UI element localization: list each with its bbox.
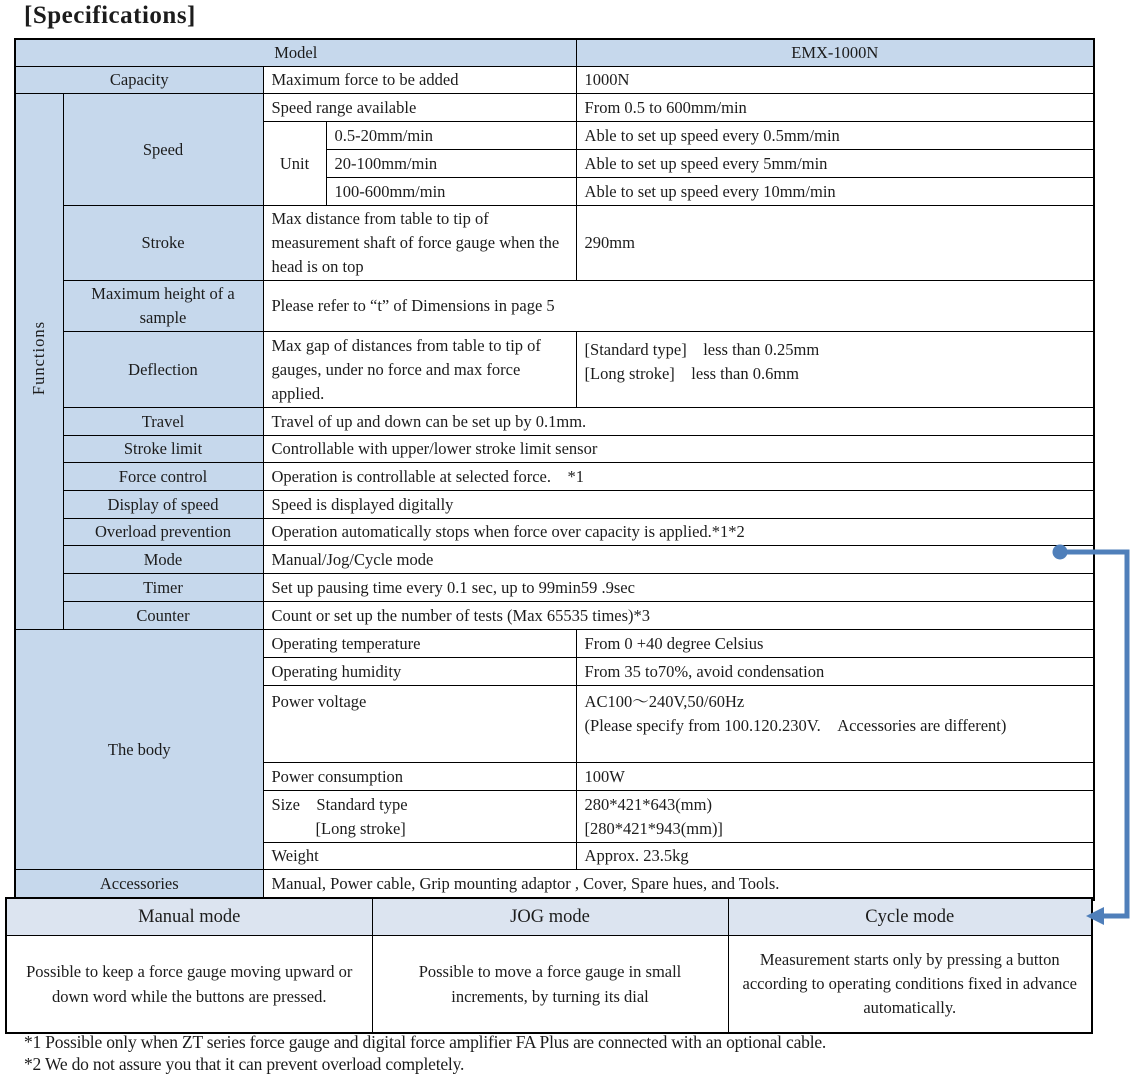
size-desc xyxy=(263,791,576,843)
footnote-2: *2 We do not assure you that it can prevent overload completely. xyxy=(24,1053,465,1074)
stroke-desc: Max distance from table to tip of measurement shaft of force gauge when the head is on top xyxy=(263,206,576,281)
capacity-desc: Maximum force to be added xyxy=(263,67,576,94)
deflection-label: Deflection xyxy=(63,332,263,408)
row-accessories xyxy=(15,870,1094,900)
size-value-line1: 280*421*643(mm) xyxy=(584,794,712,814)
footnotes xyxy=(24,1032,826,1075)
row-capacity xyxy=(15,67,1094,94)
stroke-limit-label: Stroke limit xyxy=(63,436,263,463)
speed-unit-3-range: 100-600mm/min xyxy=(326,178,576,206)
speed-range-label: Speed range available xyxy=(263,94,576,122)
overload-prevention-value: Operation automatically stops when force over capacity is applied.*1*2 xyxy=(263,519,1094,546)
size-desc-line2: [Long stroke] xyxy=(315,818,406,838)
display-of-speed-value: Speed is displayed digitally xyxy=(263,491,1094,519)
stroke-value: 290mm xyxy=(576,206,1094,281)
display-of-speed-label: Display of speed xyxy=(63,491,263,519)
stroke-label: Stroke xyxy=(63,206,263,281)
counter-value: Count or set up the number of tests (Max 65535 times)*3 xyxy=(263,602,1094,630)
row-timer xyxy=(15,574,1094,602)
jog-mode-header: JOG mode xyxy=(372,898,728,935)
overload-prevention-label: Overload prevention xyxy=(63,519,263,546)
spec-table xyxy=(14,38,1095,901)
speed-range-value: From 0.5 to 600mm/min xyxy=(576,94,1094,122)
row-speed-range xyxy=(15,94,1094,122)
row-overload-prevention xyxy=(15,519,1094,546)
power-voltage-value-line1: AC100～240V,50/60Hz xyxy=(584,692,745,711)
row-travel xyxy=(15,408,1094,436)
footnote-1: *1 Possible only when ZT series force gauge and digital force amplifier FA Plus are connected with an optional cable. xyxy=(24,1032,827,1052)
power-voltage-desc: Power voltage xyxy=(263,686,576,763)
deflection-value xyxy=(576,332,1094,408)
accessories-label: Accessories xyxy=(15,870,263,900)
row-stroke xyxy=(15,206,1094,281)
jog-mode-desc: Possible to move a force gauge in small increments, by turning its dial xyxy=(372,935,728,1033)
capacity-value: 1000N xyxy=(576,67,1094,94)
max-height-value: Please refer to “t” of Dimensions in page 5 xyxy=(263,281,1094,332)
row-operating-temperature xyxy=(15,630,1094,658)
accessories-value: Manual, Power cable, Grip mounting adaptor , Cover, Spare hues, and Tools. xyxy=(263,870,1094,900)
modes-body-row xyxy=(6,935,1092,1033)
cycle-mode-header: Cycle mode xyxy=(728,898,1092,935)
weight-value: Approx. 23.5kg xyxy=(576,843,1094,870)
size-desc-line1: Size Standard type xyxy=(271,794,408,814)
model-value: EMX-1000N xyxy=(576,39,1094,67)
deflection-desc: Max gap of distances from table to tip of gauges, under no force and max force applied. xyxy=(263,332,576,408)
speed-unit-1-range: 0.5-20mm/min xyxy=(326,122,576,150)
modes-header-row xyxy=(6,898,1092,935)
travel-value: Travel of up and down can be set up by 0.1mm. xyxy=(263,408,1094,436)
operating-temperature-value: From 0 +40 degree Celsius xyxy=(576,630,1094,658)
body-group-label: The body xyxy=(15,630,263,870)
force-control-value: Operation is controllable at selected force. *1 xyxy=(263,463,1094,491)
speed-unit-2-value: Able to set up speed every 5mm/min xyxy=(576,150,1094,178)
manual-mode-desc: Possible to keep a force gauge moving upward or down word while the buttons are pressed. xyxy=(6,935,372,1033)
operating-temperature-desc: Operating temperature xyxy=(263,630,576,658)
row-force-control xyxy=(15,463,1094,491)
power-consumption-value: 100W xyxy=(576,763,1094,791)
functions-vertical-text: Functions xyxy=(29,320,49,396)
speed-unit-3-value: Able to set up speed every 10mm/min xyxy=(576,178,1094,206)
speed-unit-2-range: 20-100mm/min xyxy=(326,150,576,178)
power-voltage-value-line2: (Please specify from 100.120.230V. Accessories are different) xyxy=(584,716,1007,735)
mode-value: Manual/Jog/Cycle mode xyxy=(263,546,1094,574)
mode-label: Mode xyxy=(63,546,263,574)
speed-label: Speed xyxy=(63,94,263,206)
row-deflection xyxy=(15,332,1094,408)
speed-unit-1-value: Able to set up speed every 0.5mm/min xyxy=(576,122,1094,150)
max-height-label: Maximum height of a sample xyxy=(63,281,263,332)
power-voltage-value xyxy=(576,686,1094,763)
deflection-value-line2: [Long stroke] less than 0.6mm xyxy=(584,364,799,383)
row-display-of-speed xyxy=(15,491,1094,519)
functions-group-label xyxy=(15,94,63,630)
timer-value: Set up pausing time every 0.1 sec, up to 99min59 .9sec xyxy=(263,574,1094,602)
power-consumption-desc: Power consumption xyxy=(263,763,576,791)
row-counter xyxy=(15,602,1094,630)
cycle-mode-desc: Measurement starts only by pressing a button according to operating conditions fixed in advance automatically. xyxy=(728,935,1092,1033)
stroke-limit-value: Controllable with upper/lower stroke limit sensor xyxy=(263,436,1094,463)
size-value-line2: [280*421*943(mm)] xyxy=(584,818,723,838)
travel-label: Travel xyxy=(63,408,263,436)
modes-table xyxy=(5,897,1093,1034)
operating-humidity-value: From 35 to70%, avoid condensation xyxy=(576,658,1094,686)
row-mode xyxy=(15,546,1094,574)
row-stroke-limit xyxy=(15,436,1094,463)
page-title: [Specifications] xyxy=(24,2,196,29)
manual-mode-header: Manual mode xyxy=(6,898,372,935)
speed-unit-label: Unit xyxy=(263,122,326,206)
row-model xyxy=(15,39,1094,67)
size-value xyxy=(576,791,1094,843)
timer-label: Timer xyxy=(63,574,263,602)
force-control-label: Force control xyxy=(63,463,263,491)
capacity-label: Capacity xyxy=(15,67,263,94)
operating-humidity-desc: Operating humidity xyxy=(263,658,576,686)
counter-label: Counter xyxy=(63,602,263,630)
deflection-value-line1: [Standard type] less than 0.25mm xyxy=(584,340,820,359)
row-max-height xyxy=(15,281,1094,332)
weight-desc: Weight xyxy=(263,843,576,870)
model-label: Model xyxy=(15,39,576,67)
